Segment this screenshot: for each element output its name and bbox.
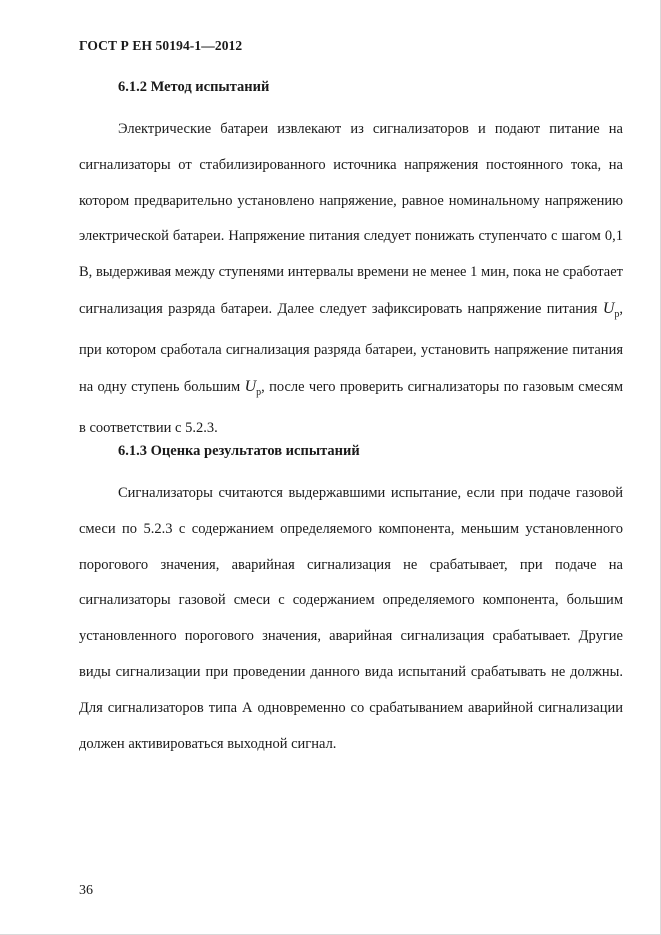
document-header: ГОСТ Р ЕН 50194-1—2012 — [79, 38, 243, 53]
section-paragraph: Сигнализаторы считаются выдержавшими испытание, если при подаче газовой смеси по 5.2.3 с содержанием определяемого компонента, меньшим установленного порогового значения, аварийная сигнализация не срабатывает, при подаче на сигнализаторы газовой смеси с содержанием определяемого компонента, большим установленного порогового значения, аварийная сигнализация срабатывает. Другие виды сигнализации при проведении данного вида испытаний срабатывать не должны. Для сигнализаторов типа А одновременно со срабатыванием аварийной сигнализации должен активироваться выходной сигнал. — [79, 485, 623, 752]
paragraph-text-part: , после чего проверить сигнализаторы по газовым смесям в соответствии с 5.2.3. — [79, 378, 623, 436]
voltage-symbol-subscript: p — [614, 309, 620, 321]
voltage-symbol — [602, 299, 620, 321]
page-number: 36 — [79, 883, 93, 898]
voltage-symbol-letter: U — [602, 299, 615, 317]
section-heading: 6.1.2 Метод испытаний — [118, 79, 270, 95]
paragraph-text-part: , при котором сработала сигнализация разряда батареи, установить напряжение питания на одну ступень большим — [79, 300, 623, 395]
voltage-symbol — [244, 377, 262, 398]
voltage-symbol-letter: U — [244, 377, 257, 395]
section-results-evaluation — [79, 441, 623, 762]
section-test-method — [79, 77, 623, 447]
voltage-symbol-subscript: p — [256, 386, 262, 398]
section-paragraph — [79, 112, 623, 447]
section-heading: 6.1.3 Оценка результатов испытаний — [118, 443, 360, 459]
paragraph-text-part: Электрические батареи извлекают из сигнализаторов и подают питание на сигнализаторы от стабилизированного источника напряжения постоянного тока, на котором предварительно установлено напряжение, равное номинальному напряжению электрической батареи. Напряжение питания следует понижать ступенчато с шагом 0,1 В, выдерживая между ступенями интервалы времени не менее 1 мин, пока не сработает сигнализация разряда батареи. Далее следует зафиксировать напряжение питания — [79, 121, 623, 317]
